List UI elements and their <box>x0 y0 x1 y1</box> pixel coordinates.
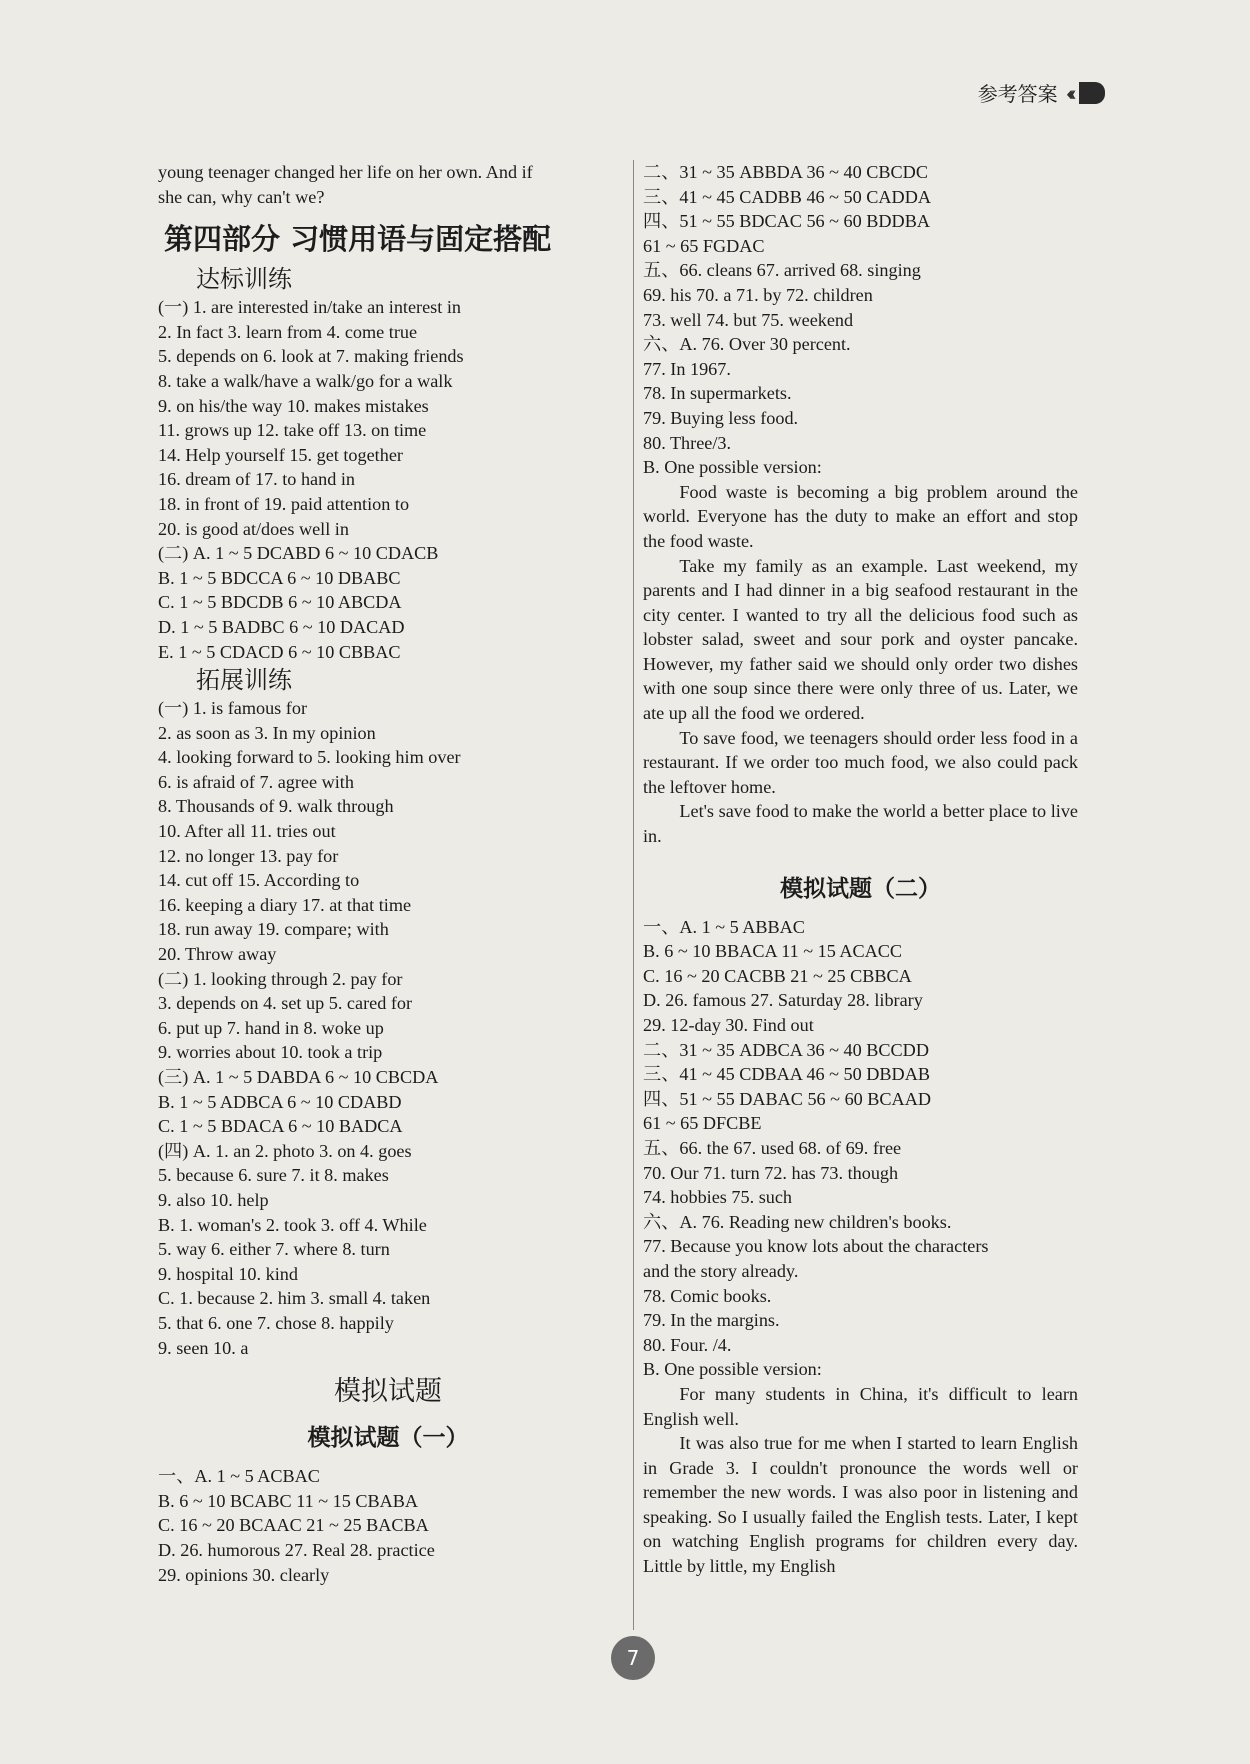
answer-line: 79. Buying less food. <box>643 407 799 428</box>
left-column <box>158 160 618 1587</box>
answer-line: 5. because 6. sure 7. it 8. makes <box>158 1165 389 1186</box>
answer-line: 6. put up 7. hand in 8. woke up <box>158 1017 384 1038</box>
answer-line: 一、A. 1 ~ 5 ACBAC <box>158 1466 320 1487</box>
answer-line: 四、51 ~ 55 BDCAC 56 ~ 60 BDDBA <box>643 211 930 232</box>
answer-line: 5. way 6. either 7. where 8. turn <box>158 1239 390 1260</box>
header-tab-marker <box>1079 82 1105 104</box>
answer-line: C. 16 ~ 20 CACBB 21 ~ 25 CBBCA <box>643 965 912 986</box>
answer-line: 4. looking forward to 5. looking him over <box>158 747 461 768</box>
answer-line: 二、31 ~ 35 ADBCA 36 ~ 40 BCCDD <box>643 1039 929 1060</box>
answer-line: (二) A. 1 ~ 5 DCABD 6 ~ 10 CDACB <box>158 543 439 564</box>
answer-line: D. 1 ~ 5 BADBC 6 ~ 10 DACAD <box>158 616 405 637</box>
answer-line: 14. Help yourself 15. get together <box>158 444 403 465</box>
answer-line: B. One possible version: <box>643 1359 822 1380</box>
answer-line: 2. as soon as 3. In my opinion <box>158 722 376 743</box>
answer-line: 五、66. the 67. used 68. of 69. free <box>643 1137 902 1158</box>
answer-line: 29. opinions 30. clearly <box>158 1564 330 1585</box>
answer-line: 9. hospital 10. kind <box>158 1263 298 1284</box>
answer-line: B. 6 ~ 10 BBACA 11 ~ 15 ACACC <box>643 941 903 962</box>
answer-line: 六、A. 76. Reading new children's books. <box>643 1211 952 1232</box>
answer-line: 18. in front of 19. paid attention to <box>158 493 410 514</box>
answer-line: C. 16 ~ 20 BCAAC 21 ~ 25 BACBA <box>158 1515 429 1536</box>
answer-line: 六、A. 76. Over 30 percent. <box>643 334 851 355</box>
mock-test-1-answers <box>158 1464 618 1587</box>
essay-paragraph: Food waste is becoming a big problem around the world. Everyone has the duty to make an effort and stop the food waste. <box>643 481 1078 551</box>
answer-line: 9. worries about 10. took a trip <box>158 1042 383 1063</box>
answer-line: 10. After all 11. tries out <box>158 821 336 842</box>
mock-tests-title: 模拟试题 <box>334 1376 442 1408</box>
answer-line: 三、41 ~ 45 CDBAA 46 ~ 50 DBDAB <box>643 1064 930 1085</box>
answer-line: 29. 12-day 30. Find out <box>643 1015 814 1035</box>
answer-line: 73. well 74. but 75. weekend <box>643 309 854 330</box>
answer-line: 70. Our 71. turn 72. has 73. though <box>643 1162 899 1183</box>
answer-line: 74. hobbies 75. such <box>643 1187 793 1208</box>
header-answer-key <box>978 78 1105 107</box>
tuozhan-title: 拓展训练 <box>196 666 292 695</box>
answer-line: C. 1. because 2. him 3. small 4. taken <box>158 1288 431 1309</box>
answer-line: C. 1 ~ 5 BDCDB 6 ~ 10 ABCDA <box>158 592 402 613</box>
answer-line: 9. on his/the way 10. makes mistakes <box>158 395 429 416</box>
answer-line: 78. In supermarkets. <box>643 383 792 404</box>
answer-line: 3. depends on 4. set up 5. cared for <box>158 993 413 1014</box>
dabiao-answers <box>158 295 618 664</box>
answer-line: 77. Because you know lots about the characters <box>643 1236 989 1257</box>
answer-line: 16. dream of 17. to hand in <box>158 469 355 490</box>
essay-paragraph: Let's save food to make the world a better place to live in. <box>643 801 1078 847</box>
answer-line: 20. Throw away <box>158 944 277 965</box>
mock-test-1-continued <box>643 160 1078 480</box>
mock-test-1-title: 模拟试题（一） <box>307 1425 469 1452</box>
answer-line: D. 26. humorous 27. Real 28. practice <box>158 1539 435 1560</box>
answer-line: B. 1 ~ 5 ADBCA 6 ~ 10 CDABD <box>158 1091 402 1112</box>
answer-line: 五、66. cleans 67. arrived 68. singing <box>643 260 921 281</box>
answer-line: and the story already. <box>643 1260 799 1281</box>
answer-line: 9. also 10. help <box>158 1189 269 1210</box>
essay-paragraph: To save food, we teenagers should order less food in a restaurant. If we order too much food, we also could pack the leftover home. <box>643 727 1078 797</box>
header-label: 参考答案 <box>977 82 1058 106</box>
column-divider <box>633 160 634 1630</box>
answer-line: (三) A. 1 ~ 5 DABDA 6 ~ 10 CBCDA <box>158 1067 439 1087</box>
answer-line: 18. run away 19. compare; with <box>158 919 389 940</box>
answer-line: 20. is good at/does well in <box>158 518 349 539</box>
answer-line: B. 1 ~ 5 BDCCA 6 ~ 10 DBABC <box>158 567 401 588</box>
answer-line: 79. In the margins. <box>643 1310 780 1331</box>
answer-line: 11. grows up 12. take off 13. on time <box>158 420 427 441</box>
answer-line: 78. Comic books. <box>643 1285 772 1306</box>
answer-line: 80. Three/3. <box>643 432 732 453</box>
answer-line: 9. seen 10. a <box>158 1337 249 1358</box>
dabiao-title: 达标训练 <box>196 265 292 294</box>
intro-line: she can, why can't we? <box>158 186 325 207</box>
essay-paragraph: Take my family as an example. Last weekend, my parents and I had dinner in a big seafood restaurant in the city center. I wanted to try all the delicious food such as lobster salad, sweet and sour pork and oyster pancake. However, my father said we should only order two dishes with one soup since there were only three of us. Later, we ate up all the food we ordered. <box>643 555 1078 724</box>
answer-line: E. 1 ~ 5 CDACD 6 ~ 10 CBBAC <box>158 641 401 662</box>
intro-block <box>158 160 618 209</box>
answer-line: 5. depends on 6. look at 7. making friends <box>158 346 464 367</box>
answer-line: 14. cut off 15. According to <box>158 870 360 891</box>
answer-line: 5. that 6. one 7. chose 8. happily <box>158 1312 394 1333</box>
answer-line: 80. Four. /4. <box>643 1334 732 1355</box>
answer-line: B. One possible version: <box>643 457 822 478</box>
chevron-left-icon: ‹‹‹‹ <box>1065 79 1071 105</box>
answer-line: (一) 1. are interested in/take an interest in <box>158 297 462 318</box>
tuozhan-answers <box>158 696 618 1360</box>
answer-line: 61 ~ 65 FGDAC <box>643 235 765 256</box>
essay-2 <box>643 1382 1078 1579</box>
answer-line: 77. In 1967. <box>643 358 731 379</box>
answer-line: 16. keeping a diary 17. at that time <box>158 894 412 915</box>
answer-line: 8. Thousands of 9. walk through <box>158 796 394 817</box>
answer-line: 四、51 ~ 55 DABAC 56 ~ 60 BCAAD <box>643 1088 931 1109</box>
right-column <box>643 160 1078 1579</box>
answer-line: (四) A. 1. an 2. photo 3. on 4. goes <box>158 1140 412 1161</box>
answer-line: 69. his 70. a 71. by 72. children <box>643 284 873 305</box>
answer-line: C. 1 ~ 5 BDACA 6 ~ 10 BADCA <box>158 1116 403 1137</box>
answer-line: B. 1. woman's 2. took 3. off 4. While <box>158 1214 427 1235</box>
mock-test-2-title: 模拟试题（二） <box>780 875 941 902</box>
answer-line: 8. take a walk/have a walk/go for a walk <box>158 370 453 391</box>
essay-paragraph: For many students in China, it's difficult to learn English well. <box>643 1383 1078 1429</box>
answer-line: 三、41 ~ 45 CADBB 46 ~ 50 CADDA <box>643 186 931 207</box>
answer-line: (二) 1. looking through 2. pay for <box>158 968 403 989</box>
answer-line: 二、31 ~ 35 ABBDA 36 ~ 40 CBCDC <box>643 162 928 182</box>
answer-line: (一) 1. is famous for <box>158 698 308 719</box>
section-title: 第四部分 习惯用语与固定搭配 <box>164 222 552 257</box>
answer-line: D. 26. famous 27. Saturday 28. library <box>643 990 923 1011</box>
mock-test-2-answers <box>643 915 1078 1382</box>
page-number: 7 <box>611 1636 655 1680</box>
intro-line: young teenager changed her life on her own. And if <box>158 162 533 182</box>
answer-line: 一、A. 1 ~ 5 ABBAC <box>643 916 805 937</box>
essay-1 <box>643 480 1078 849</box>
essay-paragraph: It was also true for me when I started to learn English in Grade 3. I couldn't pronounce the words well or remember the new words. I was also poor in listening and speaking. So I usually failed the English tests. Later, I kept on watching English programs for children every day. Little by little, my English <box>643 1433 1078 1577</box>
answer-line: 6. is afraid of 7. agree with <box>158 771 354 792</box>
answer-line: 2. In fact 3. learn from 4. come true <box>158 321 418 342</box>
answer-line: 61 ~ 65 DFCBE <box>643 1113 762 1134</box>
answer-line: B. 6 ~ 10 BCABC 11 ~ 15 CBABA <box>158 1490 419 1511</box>
answer-line: 12. no longer 13. pay for <box>158 845 339 866</box>
